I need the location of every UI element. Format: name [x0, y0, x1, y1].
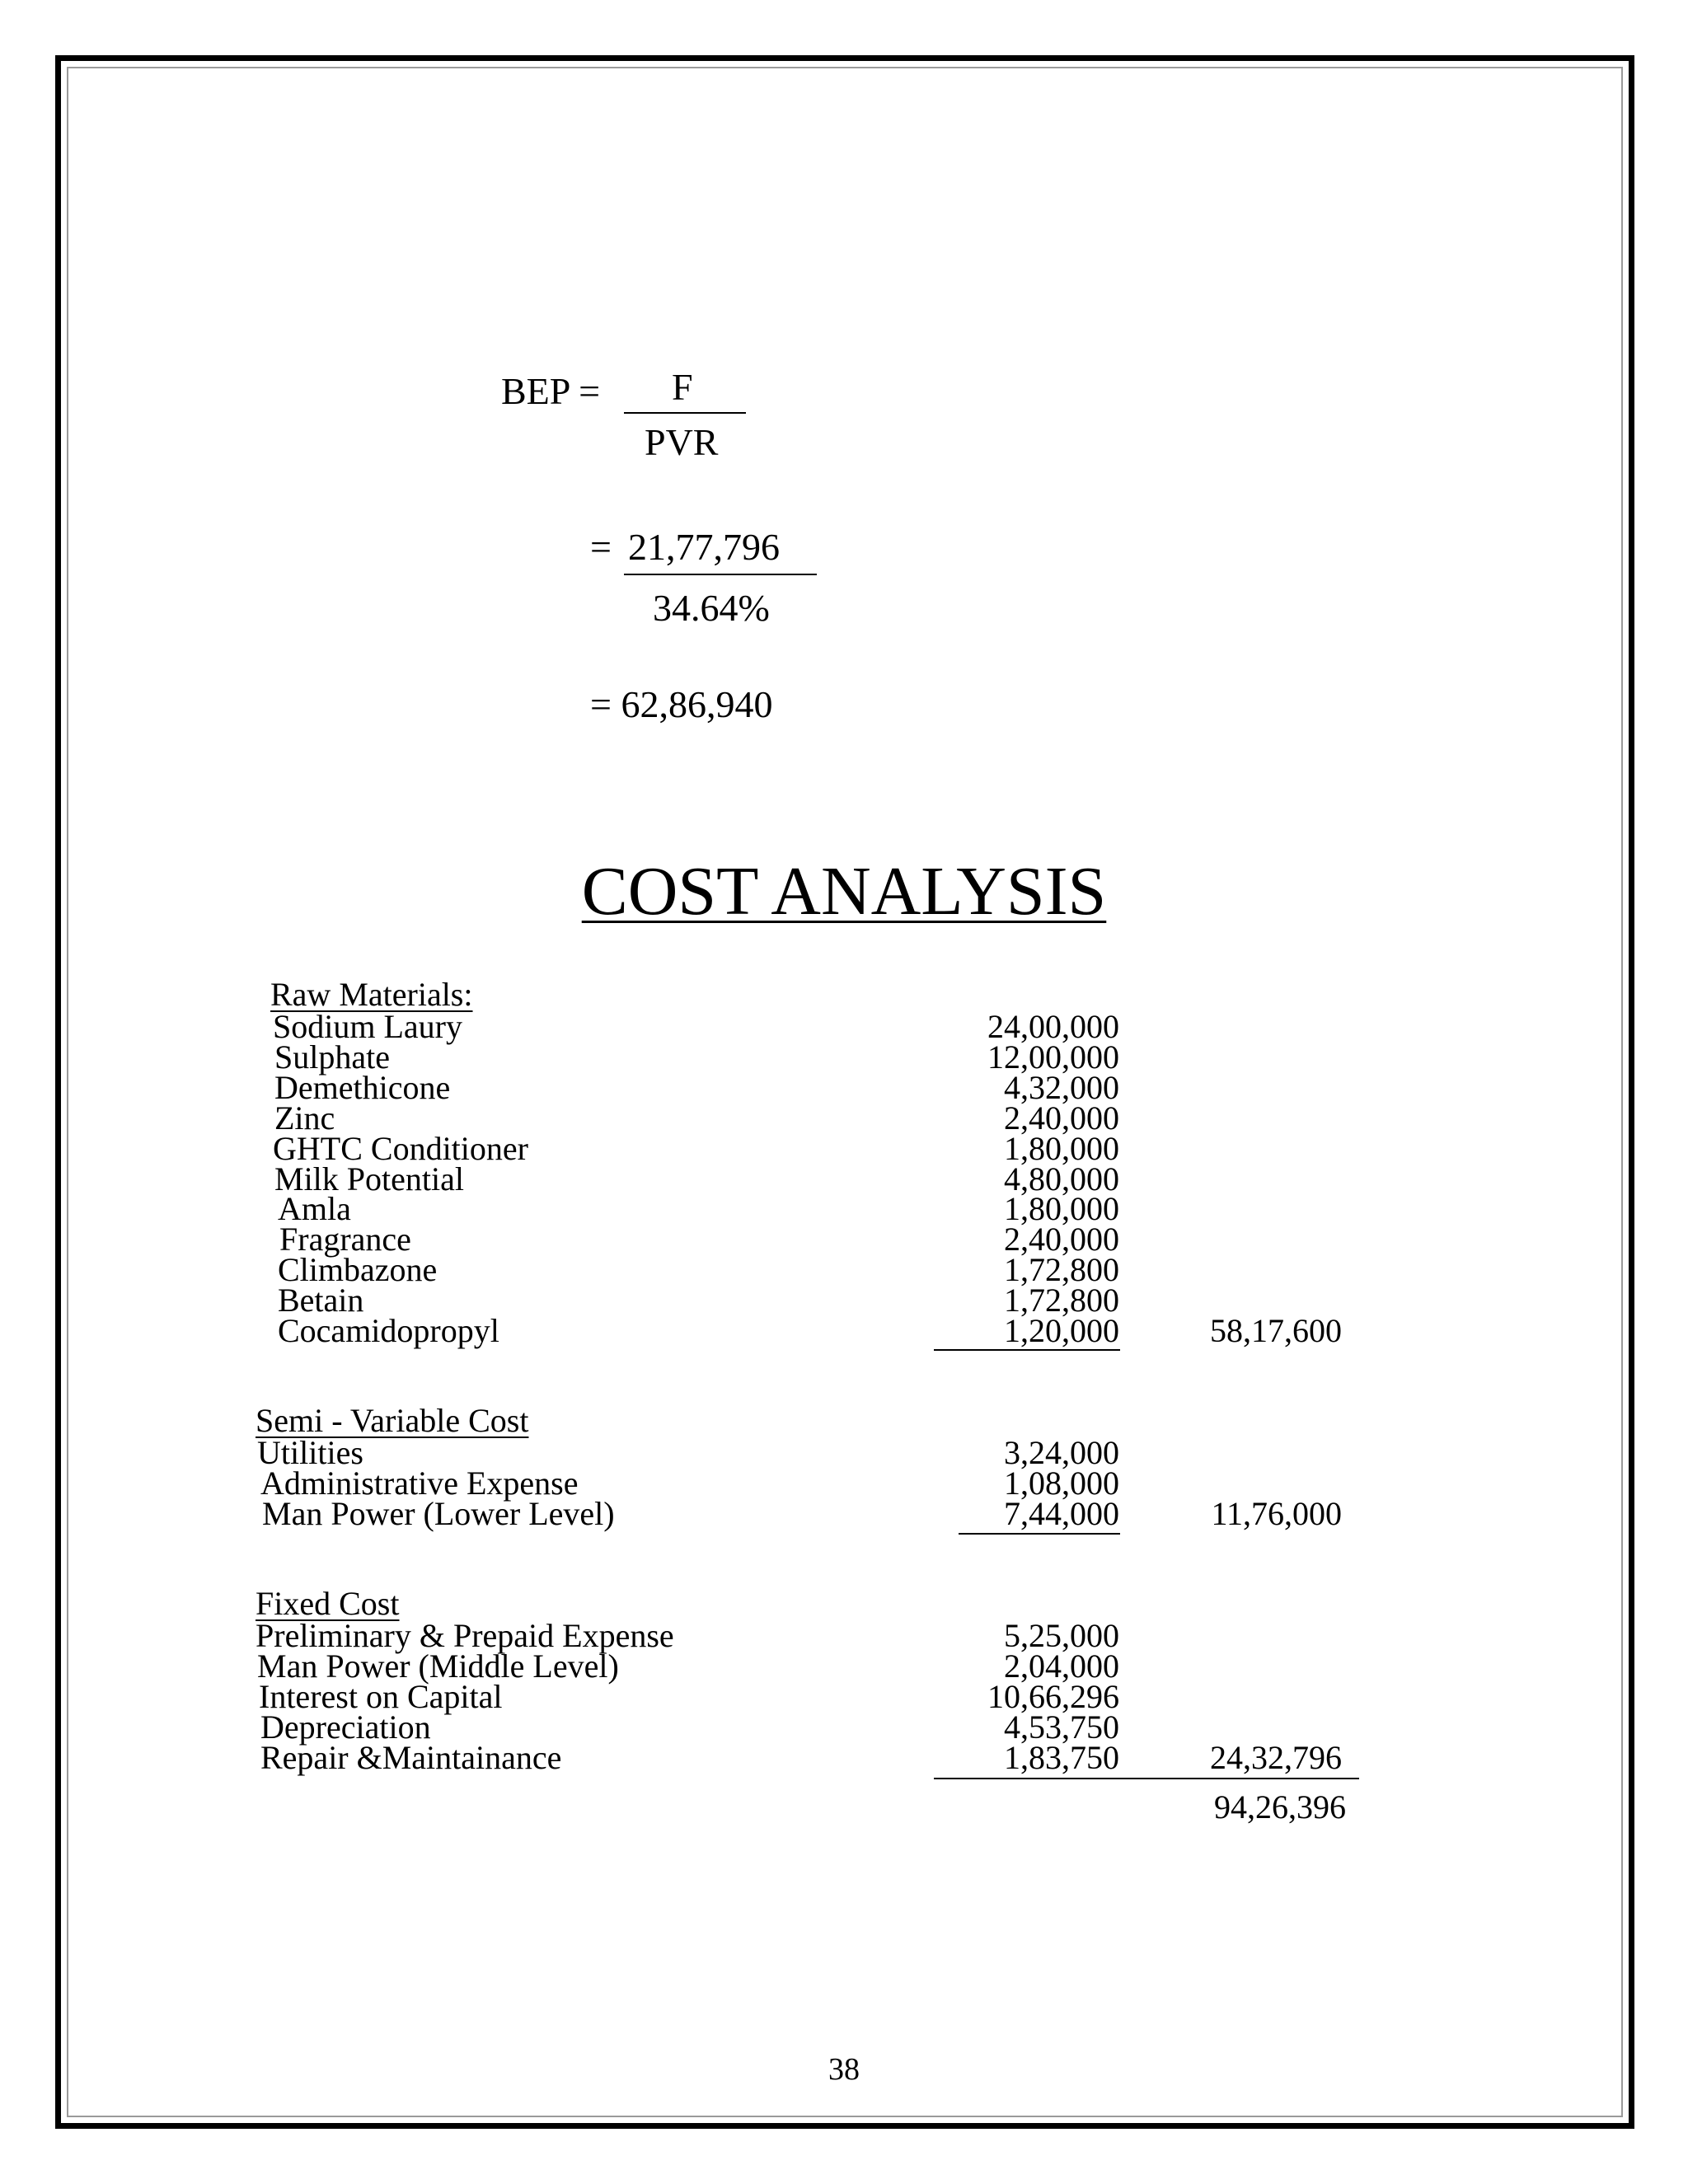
subtotal-rule — [934, 1349, 1120, 1351]
page-title: COST ANALYSIS — [581, 853, 1107, 930]
raw-materials-total: 58,17,600 — [1210, 1312, 1342, 1349]
page-number: 38 — [828, 2052, 860, 2087]
total-rule — [934, 1778, 1359, 1779]
bep-denominator: PVR — [645, 421, 719, 463]
bep-eq2-numerator: 21,77,796 — [628, 526, 780, 568]
semi-variable-heading: Semi - Variable Cost — [256, 1402, 529, 1439]
fixed-cost-total: 24,32,796 — [1210, 1739, 1342, 1776]
fixed-cost-heading: Fixed Cost — [256, 1585, 400, 1622]
grand-total: 94,26,396 — [1214, 1788, 1346, 1825]
bep-fraction-line — [624, 412, 746, 414]
bep-eq2-sign: = — [590, 526, 612, 568]
bep-lhs: BEP = — [501, 370, 601, 412]
raw-materials-heading: Raw Materials: — [270, 976, 473, 1013]
bep-eq2-fraction-line — [624, 574, 817, 575]
bep-eq3: = 62,86,940 — [590, 683, 773, 725]
bep-numerator: F — [672, 366, 693, 408]
bep-eq2-denominator: 34.64% — [653, 587, 770, 629]
subtotal-rule — [959, 1533, 1120, 1535]
semi-variable-total: 11,76,000 — [1211, 1495, 1342, 1532]
